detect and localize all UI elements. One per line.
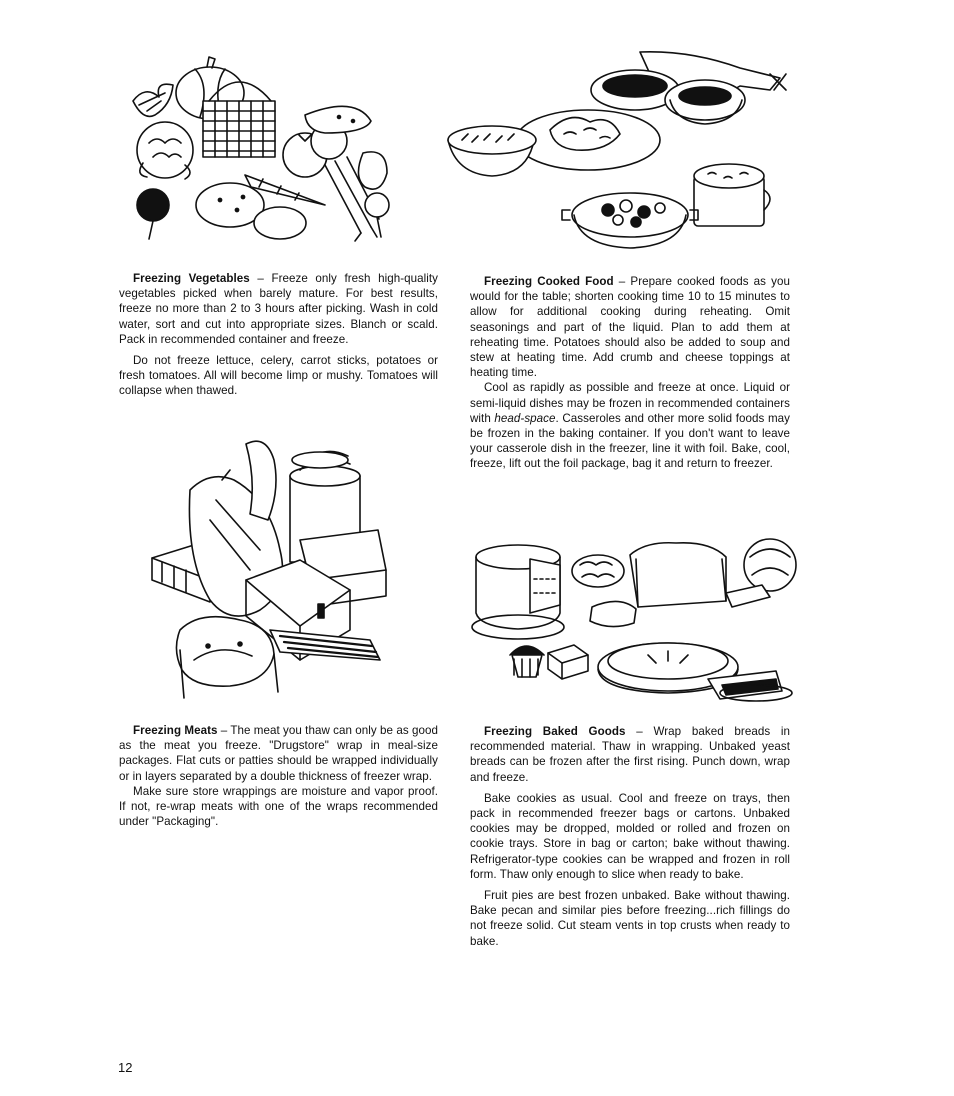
cooked-food-paragraph-2 [470,380,790,471]
vegetables-paragraph-2: Do not freeze lettuce, celery, carrot sticks, potatoes or fresh tomatoes. All will become limp or mushy. Tomatoes will collapse when thawed. [119,354,438,398]
meats-text-1: The meat you thaw can only be as good as the meat you freeze. "Drugstore" wrap in meal-size packages. Flat cuts or patties should be wrapped individually or in layers separated by a double thickness of freezer wrap. [119,724,438,783]
baked-goods-illustration [470,535,810,705]
heading-dash: – [249,272,272,285]
vegetables-section [119,271,438,399]
vegetables-text-1: Freeze only fresh high-quality vegetables picked when barely mature. For best results, freeze no more than 2 to 3 hours after picking. Wash in cold water, sort and cut into appropriate sizes. Blanch or scald. Pack in recommended container and freeze. [119,272,438,346]
meats-illustration [150,430,390,700]
baked-goods-heading: Freezing Baked Goods [484,725,626,738]
baked-goods-paragraph-1 [470,724,790,785]
meats-heading: Freezing Meats [133,724,218,737]
cooked-food-text-2a: Cool as rapidly as possible and freeze at once. Liquid or semi-liquid dishes may be frozen in recommended containers with [470,381,790,425]
meats-section [119,723,438,829]
cooked-food-paragraph-1 [470,274,790,380]
meats-paragraph-2: Make sure store wrappings are moisture and vapor proof. If not, re-wrap meats with one of the wraps recommended under "Packaging". [119,784,438,829]
vegetables-illustration [125,55,395,245]
vegetables-paragraph-1 [119,271,438,347]
page-number: 12 [118,1060,133,1075]
baked-goods-text-1: Wrap baked breads in recommended material. Thaw in wrapping. Unbaked yeast breads can be frozen after the first rising. Punch down, wrap and freeze. [470,725,790,784]
heading-dash: – [217,724,231,737]
cooked-food-text-1: Prepare cooked foods as you would for the table; shorten cooking time 10 to 15 minutes to allow for additional cooking during reheating. Omit seasonings and part of the liquid. Plan to add them at reheating time. Potatoes should also be added to soup and stew at heating time. Add crumb and cheese toppings at heating time. [470,275,790,380]
baked-goods-paragraph-3: Fruit pies are best frozen unbaked. Bake without thawing. Bake pecan and similar pies before freezing...rich fillings do not freeze solid. Cut steam vents in top crusts when ready to bake. [470,889,790,948]
cooked-food-illustration [440,50,790,255]
head-space-term: head-space [494,411,556,425]
heading-dash: – [625,725,654,738]
meats-paragraph-1 [119,723,438,784]
cooked-food-heading: Freezing Cooked Food [484,275,614,288]
baked-goods-section [470,724,790,949]
vegetables-heading: Freezing Vegetables [133,272,250,285]
heading-dash: – [613,275,631,288]
cooked-food-text-2b: . Casseroles and other more solid foods may be frozen in the baking container. If you don't want to leave your casserole dish in the freezer, line it with foil. Bake, cool, freeze, lift out the foil package, bag it and return to freezer. [470,411,791,471]
baked-goods-paragraph-2: Bake cookies as usual. Cool and freeze on trays, then pack in recommended freezer bags or cartons. Unbaked cookies may be dropped, molded or rolled and frozen on cookie trays. Store in bag or carton; bake without thawing. Refrigerator-type cookies can be wrapped and frozen in roll form. Thaw only enough to slice when ready to bake. [470,791,790,881]
cooked-food-section [470,274,790,472]
